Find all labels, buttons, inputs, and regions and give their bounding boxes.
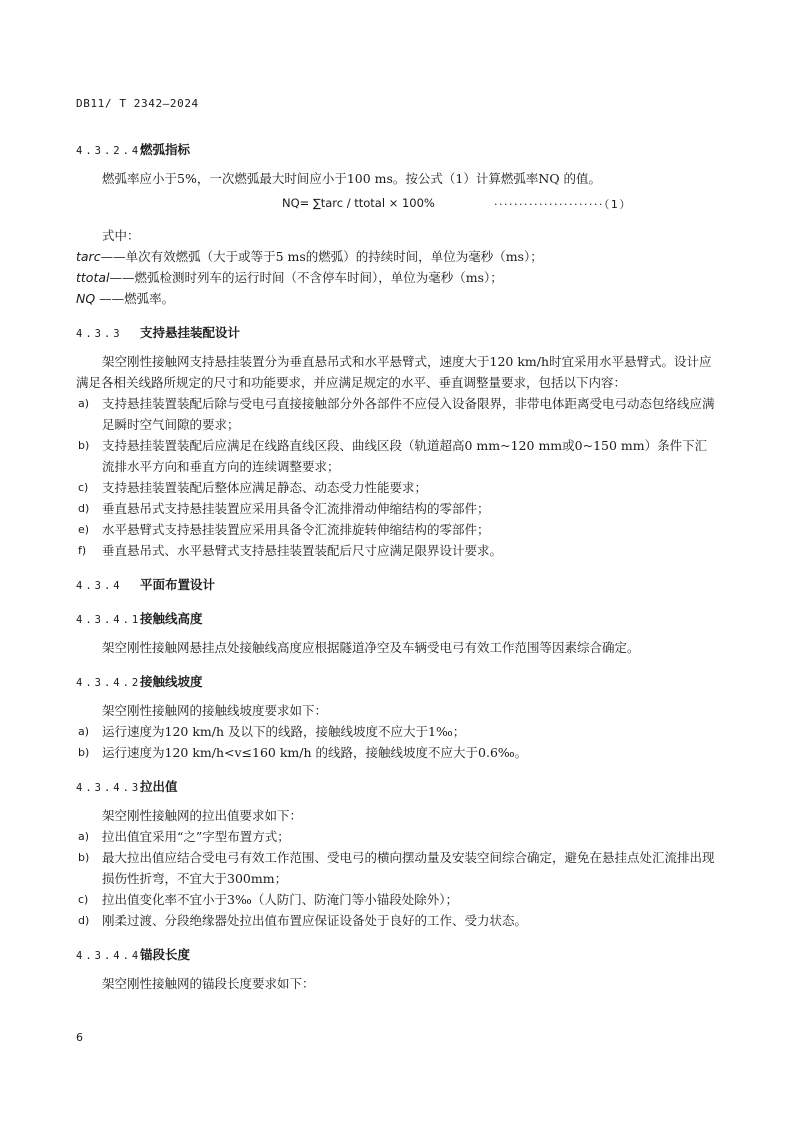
section-number: 4.3.4 (76, 580, 123, 592)
list-marker: a) (78, 725, 90, 738)
list-item-text: 拉出值变化率不宜小于3‰（人防门、防淹门等小锚段处除外）； (102, 892, 458, 907)
list-item-text: 支持悬挂装置装配后除与受电弓直接接触部分外各部件不应侵入设备限界，非带电体距离受电弓动态包络线应满足瞬时空气间隙的要求； (102, 396, 715, 432)
list-item-text: 支持悬挂装置装配后应满足在线路直线区段、曲线区段（轨道超高0 mm~120 mm或0~150 mm）条件下汇流排水平方向和垂直方向的连续调整要求； (102, 438, 708, 474)
section-title: 锚段长度 (140, 947, 191, 962)
list-marker: a) (78, 397, 90, 410)
section-heading-4-3-4 (76, 575, 716, 595)
where-label: 式中： (102, 228, 140, 243)
list-item-text: 垂直悬吊式、水平悬臂式支持悬挂装置装配后尺寸应满足限界设计要求。 (102, 543, 503, 558)
list-marker: b) (78, 746, 90, 759)
section-title: 拉出值 (140, 779, 178, 794)
definition-item (76, 267, 716, 288)
list-item (76, 889, 716, 910)
section-number: 4.3.4.2 (76, 677, 142, 689)
section-number: 4.3.2.4 (76, 145, 142, 157)
section-heading-4-3-4-4 (76, 945, 716, 965)
paragraph: 架空刚性接触网悬挂点处接触线高度应根据隧道净空及车辆受电弓有效工作范围等因素综合确定。 (102, 640, 640, 655)
list-marker: f) (78, 544, 87, 557)
list-item (76, 847, 716, 889)
definition-symbol: tarc (76, 249, 101, 264)
section-title: 接触线高度 (140, 611, 203, 626)
section-heading-4-3-2-4 (76, 140, 716, 160)
list-item-text: 支持悬挂装置装配后整体应满足静态、动态受力性能要求； (102, 480, 428, 495)
section-title: 燃弧指标 (140, 142, 191, 157)
list-item (76, 826, 716, 847)
list-marker: d) (78, 914, 90, 927)
section-heading-4-3-3 (76, 323, 716, 343)
list-item (76, 742, 716, 763)
section-number: 4.3.4.3 (76, 782, 142, 794)
page-content (76, 126, 716, 994)
paragraph: 架空刚性接触网的锚段长度要求如下： (102, 976, 315, 991)
definition-symbol: ttotal (76, 270, 110, 285)
paragraph: 架空刚性接触网的接触线坡度要求如下： (102, 703, 328, 718)
list-item (76, 498, 716, 519)
paragraph: 燃弧率应小于5%，一次燃弧最大时间应小于100 ms。按公式（1）计算燃弧率NQ 的值。 (102, 171, 602, 186)
document-code-header: DB11/ T 2342—2024 (76, 97, 199, 110)
list-marker: a) (78, 830, 90, 843)
list-item-text: 最大拉出值应结合受电弓有效工作范围、受电弓的横向摆动量及安装空间综合确定，避免在悬挂点处汇流排出现损伤性折弯，不宜大于300mm； (102, 850, 715, 886)
list-item-text: 垂直悬吊式支持悬挂装置应采用具备令汇流排滑动伸缩结构的零部件； (102, 501, 490, 516)
page-number: 6 (76, 1031, 83, 1044)
section-heading-4-3-4-3 (76, 777, 716, 797)
list-item (76, 540, 716, 561)
list-marker: e) (78, 523, 90, 536)
list-item (76, 519, 716, 540)
section-title: 支持悬挂装配设计 (140, 325, 241, 340)
list-item (76, 435, 716, 477)
list-item-text: 运行速度为120 km/h<v≤160 km/h 的线路，接触线坡度不应大于0.6‰。 (102, 745, 528, 760)
list-item (76, 393, 716, 435)
definition-text: ——燃弧率。 (95, 291, 175, 306)
section-number: 4.3.4.1 (76, 614, 142, 626)
list-item (76, 910, 716, 931)
list-marker: b) (78, 851, 90, 864)
section-number: 4.3.3 (76, 328, 123, 340)
list-item (76, 477, 716, 498)
definition-item (76, 246, 716, 267)
section-heading-4-3-4-1 (76, 609, 716, 629)
list-marker: c) (78, 893, 89, 906)
list-item-text: 水平悬臂式支持悬挂装置应采用具备令汇流排旋转伸缩结构的零部件； (102, 522, 490, 537)
list-item (76, 721, 716, 742)
section-heading-4-3-4-2 (76, 672, 716, 692)
paragraph: 架空刚性接触网支持悬挂装置分为垂直悬吊式和水平悬臂式，速度大于120 km/h时宜采用水平悬臂式。设计应满足各相关线路所规定的尺寸和功能要求，并应满足规定的水平、垂直调整量要求，包括以下内容： (76, 354, 712, 390)
formula-expression: NQ= ∑tarc / ttotal × 100% (282, 196, 435, 210)
list-marker: d) (78, 502, 90, 515)
list-item-text: 运行速度为120 km/h 及以下的线路，接触线坡度不应大于1‰； (102, 724, 466, 739)
list-item-text: 拉出值宜采用“之”字型布置方式； (102, 829, 290, 844)
list-marker: c) (78, 481, 89, 494)
formula-number: ······················（1） (494, 198, 632, 211)
paragraph: 架空刚性接触网的拉出值要求如下： (102, 808, 303, 823)
section-number: 4.3.4.4 (76, 950, 142, 962)
definition-text: ——燃弧检测时列车的运行时间（不含停车时间），单位为毫秒（ms）； (109, 270, 503, 285)
list-marker: b) (78, 439, 90, 452)
formula-1 (76, 191, 716, 219)
definition-symbol: NQ (76, 291, 96, 306)
definition-item (76, 288, 716, 309)
list-item-text: 刚柔过渡、分段绝缘器处拉出值布置应保证设备处于良好的工作、受力状态。 (102, 913, 528, 928)
section-title: 接触线坡度 (140, 674, 203, 689)
section-title: 平面布置设计 (140, 577, 216, 592)
definition-text: ——单次有效燃弧（大于或等于5 ms的燃弧）的持续时间，单位为毫秒（ms）； (100, 249, 543, 264)
